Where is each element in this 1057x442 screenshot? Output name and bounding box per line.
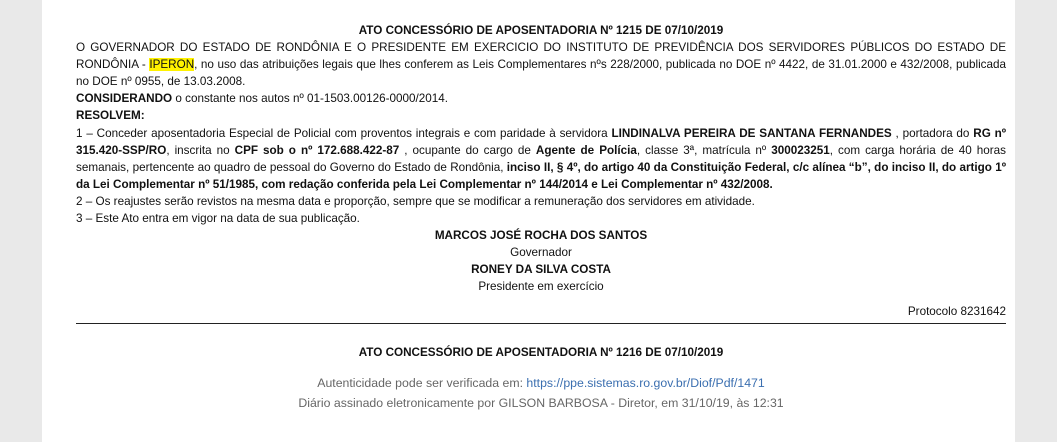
intro-text-b: , no uso das atribuições legais que lhes conferem as Leis Complementares nºs 228/2000, publicada no DOE nº 4422, de 31.01.2000 e 432/2008, publicada no DOE nº 0955, de 13.03.2008.: [76, 58, 1007, 89]
act-title: ATO CONCESSÓRIO DE APOSENTADORIA Nº 1215 DE 07/10/2019: [358, 24, 724, 37]
item-1: 1 – Conceder aposentadoria Especial de Policial com proventos integrais e com paridade à servidora LINDINALVA PEREIRA DE SANTANA FERNANDES , portadora do RG nº 315.420-SSP/RO, inscrita no CPF sob o nº 172.688.422-87 , ocupante do cargo de Agente de Polícia, classe 3ª, matrícula nº 300023251, com carga horária de 40 horas semanais, pertencente ao quadro de pessoal do Governo do Estado de Rondônia, inciso II, § 4º, do artigo 40 da Constituição Federal, c/c alínea “b”, do inciso II, do artigo 1º da Lei Complementar nº 51/1985, com redação conferida pela Lei Complementar nº 144/2014 e Lei Complementar nº 432/2008.: [76, 126, 1007, 191]
signed-line: Diário assinado eletronicamente por GILSON BARBOSA - Diretor, em 31/10/19, às 12:31: [298, 396, 784, 410]
document-body: [76, 22, 1006, 320]
item-3: 3 – Este Ato entra em vigor na data de sua publicação.: [76, 212, 360, 226]
authenticity-text: Autenticidade pode ser verificada em:: [317, 376, 527, 390]
signatory-1-role: Governador: [510, 246, 572, 260]
considerando-text: o constante nos autos nº 01-1503.00126-0000/2014.: [172, 92, 449, 106]
authenticity-line: [76, 373, 1006, 393]
considerando-label: CONSIDERANDO: [76, 92, 173, 106]
next-act-title: ATO CONCESSÓRIO DE APOSENTADORIA Nº 1216 DE 07/10/2019: [358, 346, 724, 359]
signatory-1-name: MARCOS JOSÉ ROCHA DOS SANTOS: [434, 229, 648, 243]
section-divider: [76, 323, 1006, 324]
resolvem-heading: RESOLVEM:: [76, 109, 145, 123]
job-title: Agente de Polícia: [535, 143, 637, 157]
signatory-2-name: RONEY DA SILVA COSTA: [471, 263, 611, 277]
authenticity-link[interactable]: https://ppe.sistemas.ro.gov.br/Diof/Pdf/1471: [526, 376, 765, 390]
highlighted-iperon: IPERON: [149, 58, 195, 72]
intro-text-a: O GOVERNADOR DO ESTADO DE RONDÔNIA E O PRESIDENTE EM EXERCICIO DO INSTITUTO DE PREVIDÊNCIA DOS SERVIDORES PÚBLICOS DO ESTADO DE RONDÔNIA -: [76, 41, 1006, 72]
rg-number: RG nº 315.420-SSP/RO: [76, 126, 1007, 157]
legal-basis: inciso II, § 4º, do artigo 40 da Constituição Federal, c/c alínea “b”, do inciso II, do artigo 1º da Lei Complementar nº 51/1985, com redação conferida pela Lei Complementar nº 144/2014 e Lei Complementar nº 432/2008.: [76, 160, 1006, 191]
registration-number: 300023251: [771, 143, 830, 157]
servant-name: LINDINALVA PEREIRA DE SANTANA FERNANDES: [611, 126, 892, 140]
intro-paragraph: [76, 39, 1006, 90]
item-2: 2 – Os reajustes serão revistos na mesma data e proporção, sempre que se modificar a remuneração dos servidores em atividade.: [76, 194, 755, 208]
footer: [76, 373, 1006, 413]
considerando-paragraph: [76, 90, 1006, 107]
cpf-number: CPF sob o nº 172.688.422-87: [234, 143, 400, 157]
protocol-number: Protocolo 8231642: [907, 304, 1006, 318]
signatory-2-role: Presidente em exercício: [478, 280, 604, 294]
document-page: [42, 0, 1015, 442]
